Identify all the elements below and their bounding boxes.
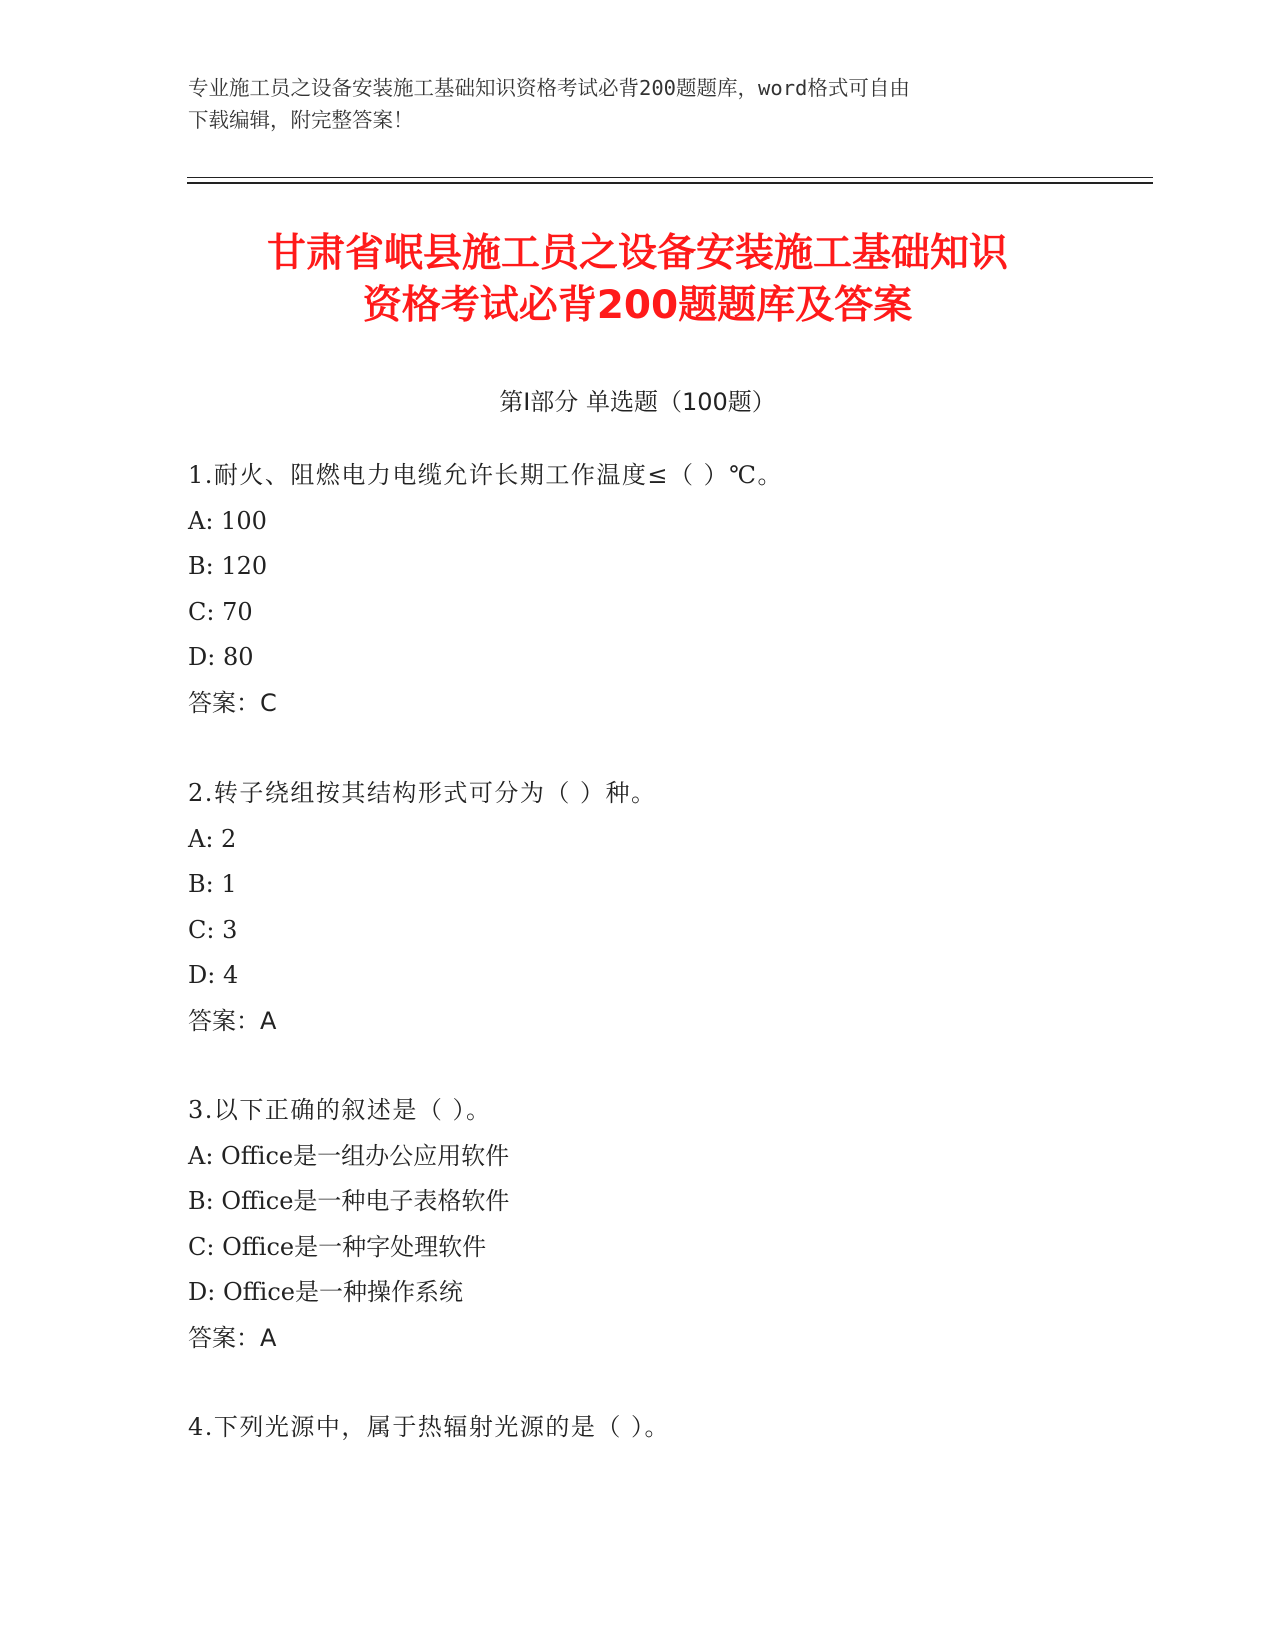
question-4 bbox=[188, 1405, 1138, 1451]
header-note-line-2: 下载编辑，附完整答案！ bbox=[188, 108, 414, 132]
option-d: D: 80 bbox=[188, 643, 254, 671]
option-d: D: 4 bbox=[188, 961, 239, 989]
option-b: B: Office是一种电子表格软件 bbox=[188, 1187, 510, 1215]
answer: 答案：A bbox=[188, 1006, 277, 1035]
header-divider-thick bbox=[187, 182, 1153, 184]
answer: 答案：C bbox=[188, 688, 277, 717]
option-d: D: Office是一种操作系统 bbox=[188, 1278, 464, 1306]
option-c: C: 70 bbox=[188, 597, 253, 626]
option-b: B: 1 bbox=[188, 870, 237, 898]
option-a: A: Office是一组办公应用软件 bbox=[188, 1141, 510, 1170]
option-b: B: 120 bbox=[188, 552, 268, 580]
question-stem: 1.耐火、阻燃电力电缆允许长期工作温度≤（ ）℃。 bbox=[188, 461, 783, 489]
question-stem: 2.转子绕组按其结构形式可分为（ ）种。 bbox=[188, 779, 657, 807]
option-a: A: 100 bbox=[188, 506, 267, 535]
question-stem: 3.以下正确的叙述是（ ）。 bbox=[188, 1096, 492, 1124]
question-stem: 4.下列光源中，属于热辐射光源的是（ ）。 bbox=[188, 1413, 671, 1441]
question-2 bbox=[188, 771, 1138, 1044]
question-1 bbox=[188, 453, 1138, 726]
answer: 答案：A bbox=[188, 1323, 277, 1352]
document-title bbox=[150, 228, 1125, 332]
document-title-line-1: 甘肃省岷县施工员之设备安装施工基础知识 bbox=[266, 231, 1008, 276]
header-note-line-1: 专业施工员之设备安装施工基础知识资格考试必背200题题库，word格式可自由 bbox=[188, 76, 910, 100]
question-3 bbox=[188, 1088, 1138, 1361]
option-c: C: Office是一种字处理软件 bbox=[188, 1232, 487, 1261]
header-note bbox=[188, 72, 1088, 136]
option-c: C: 3 bbox=[188, 915, 238, 944]
option-a: A: 2 bbox=[188, 824, 237, 853]
section-heading: 第Ⅰ部分 单选题（100题） bbox=[499, 388, 776, 416]
document-title-line-2: 资格考试必背200题题库及答案 bbox=[362, 283, 913, 328]
header-divider-thin bbox=[187, 177, 1153, 178]
